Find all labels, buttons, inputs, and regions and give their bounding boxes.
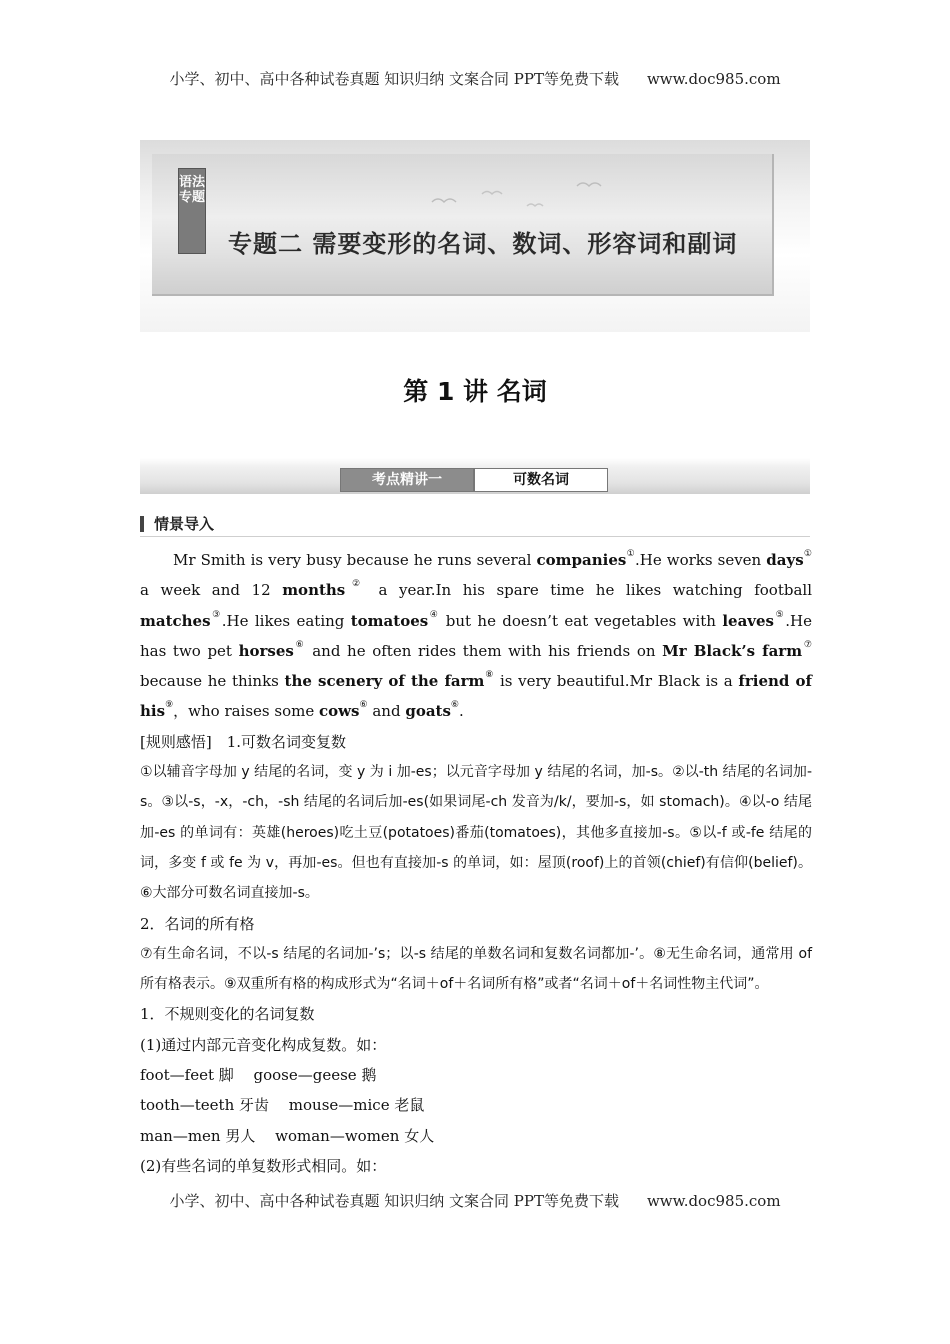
passage-text: because he thinks <box>140 672 285 691</box>
example-line: foot—feet 脚 goose—geese 鹅 <box>140 1066 377 1085</box>
passage-text: .He likes eating <box>221 611 351 630</box>
header-text: 小学、初中、高中各种试卷真题 知识归纳 文案合同 PPT等免费下载 <box>169 70 619 88</box>
passage-text: but he doesn’t eat vegetables with <box>439 611 723 630</box>
note-marker: ③ <box>210 609 222 620</box>
lecture-title: 第 1 讲 名词 <box>403 377 547 406</box>
rules-heading: [规则感悟] 1.可数名词变复数 <box>140 732 347 751</box>
note-marker: ⑨ <box>165 700 174 711</box>
passage-text: .He works seven <box>634 551 767 569</box>
topic-banner <box>140 140 810 332</box>
note-marker: ⑦ <box>802 639 812 650</box>
note-marker: ⑥ <box>359 700 368 711</box>
page-header <box>0 68 950 89</box>
key-term: companies <box>536 551 627 569</box>
plural-rules: ①以辅音字母加 y 结尾的名词，变 y 为 i 加-es；以元音字母加 y 结尾的名词，加-s。②以-th 结尾的名词加-s。③以-s，-x，-ch，-sh 结尾的名词后加-es(如果词尾-ch 发音为/k/，要加-s，如 stomach)。④以-o 结尾加-es 的单词有：英雄(heroes)吃土豆(potatoes)番茄(tomatoes)，其他多直接加-s。⑤以-f 或-fe 结尾的词，多变 f 或 fe 为 v，再加-es。但也有直接加-s 的单词，如：屋顶(roof)上的首领(chief)有信仰(belief)。⑥大部分可数名词直接加-s。 <box>140 764 812 902</box>
key-term: Mr Black’s farm <box>662 641 803 660</box>
key-term: friend of his <box>140 672 812 721</box>
key-term: goats <box>405 702 451 721</box>
passage-text: and <box>367 702 406 721</box>
irregular-sub1: (1)通过内部元音变化构成复数。如： <box>140 1035 387 1054</box>
key-term: the scenery of the farm <box>284 672 485 691</box>
note-marker: ⑥ <box>450 700 459 711</box>
possessive-heading: 2．名词的所有格 <box>140 914 255 933</box>
birds-decoration <box>422 172 622 222</box>
note-marker: ① <box>626 549 635 559</box>
passage-text: a week and 12 <box>140 581 283 600</box>
note-marker: ⑧ <box>484 670 495 681</box>
passage-text: ，who raises some <box>173 702 319 721</box>
passage <box>140 545 812 727</box>
example-line: man—men 男人 woman—women 女人 <box>140 1126 435 1145</box>
key-term: cows <box>319 702 360 721</box>
intro-label: 情景导入 <box>154 515 215 533</box>
irregular-sub2: (2)有些名词的单复数形式相同。如： <box>140 1156 387 1175</box>
key-term: tomatoes <box>350 611 429 630</box>
content <box>140 545 812 1181</box>
banner-card <box>152 154 774 296</box>
possessive-rules: ⑦有生命名词，不以-s 结尾的名词加-’s；以-s 结尾的单数名词和复数名词都加-’。⑧无生命名词，通常用 of 所有格表示。⑨双重所有格的构成形式为“名词＋of＋名词所有格”或者“名词＋of＋名词性物主代词”。 <box>140 945 812 993</box>
section-bar <box>140 458 810 494</box>
key-term: months <box>282 581 346 600</box>
passage-text: .He has two pet <box>140 611 812 660</box>
intro-marker <box>140 516 144 532</box>
note-marker: ⑤ <box>774 609 786 620</box>
note-marker: ⑥ <box>293 639 306 650</box>
key-term: horses <box>238 641 294 660</box>
note-marker: ④ <box>428 609 440 620</box>
note-marker: ② <box>345 579 367 590</box>
passage-text: and he often rides them with his friends on <box>305 641 663 660</box>
note-marker: ① <box>803 549 812 559</box>
page-footer <box>0 1190 950 1211</box>
irregular-heading: 1．不规则变化的名词复数 <box>140 1005 315 1024</box>
key-term: days <box>766 551 804 569</box>
section-label: 考点精讲一 <box>340 468 474 492</box>
footer-url[interactable]: www.doc985.com <box>646 1192 781 1210</box>
intro-bar <box>140 512 810 537</box>
passage-text: a year.In his spare time he likes watching football <box>366 581 812 600</box>
banner-tag: 语法专题 <box>178 168 206 254</box>
passage-text: . <box>459 702 464 721</box>
footer-text: 小学、初中、高中各种试卷真题 知识归纳 文案合同 PPT等免费下载 <box>169 1192 619 1210</box>
key-term: matches <box>140 611 211 630</box>
banner-title: 专题二 需要变形的名词、数词、形容词和副词 <box>228 230 738 258</box>
key-term: leaves <box>722 611 774 630</box>
passage-text: is very beautiful.Mr Black is a <box>494 672 739 691</box>
example-line: tooth—teeth 牙齿 mouse—mice 老鼠 <box>140 1096 425 1115</box>
section-topic: 可数名词 <box>474 468 608 492</box>
passage-text: Mr Smith is very busy because he runs several <box>173 551 537 569</box>
header-url[interactable]: www.doc985.com <box>646 70 781 88</box>
